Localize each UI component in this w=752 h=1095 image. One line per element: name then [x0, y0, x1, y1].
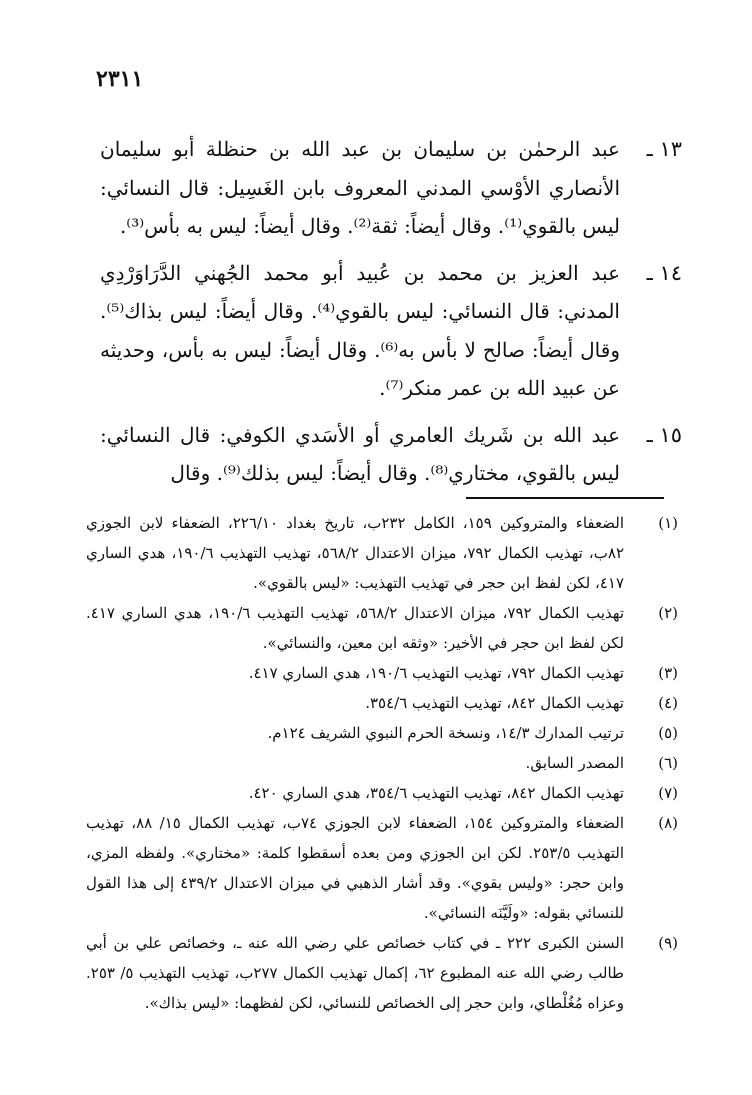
- footnote-4: [86, 688, 686, 718]
- entry-number: ١٤ ـ: [646, 260, 682, 285]
- footnote-text: تهذيب الكمال ٧٩٢، ميزان الاعتدال ٥٦٨/٢، تهذيب التهذيب ١٩٠/٦، هدي الساري ٤١٧. لكن لفظ ابن حجر في الأخير: «وثقه ابن معين، والنسائي».: [86, 604, 624, 652]
- footnote-number: (٢): [658, 604, 678, 622]
- entry-15: [100, 416, 682, 493]
- main-text: [100, 130, 682, 501]
- footnote-number: (٤): [658, 694, 678, 712]
- footnote-1: [86, 508, 686, 598]
- footnote-text: ترتيب المدارك ١٤/٣، ونسخة الحرم النبوي الشريف ١٢٤م.: [267, 724, 624, 742]
- footnotes: [86, 508, 686, 1018]
- footnote-text: تهذيب الكمال ٨٤٢، تهذيب التهذيب ٣٥٤/٦، هدي الساري ٤٢٠.: [248, 784, 624, 802]
- footnote-text: تهذيب الكمال ٧٩٢، تهذيب التهذيب ١٩٠/٦، هدي الساري ٤١٧.: [248, 664, 624, 682]
- footnote-text: الضعفاء والمتروكين ١٥٩، الكامل ٢٣٢ب، تاريخ بغداد ٢٢٦/١٠، الضعفاء لابن الجوزي ٨٢ب، تهذيب الكمال ٧٩٢، ميزان الاعتدال ٥٦٨/٢، تهذيب التهذيب ١٩٠/٦، هدي الساري ٤١٧، لكن لفظ ابن حجر في تهذيب التهذيب: «ليس بالقوي».: [86, 514, 625, 592]
- footnote-number: (٦): [658, 754, 678, 772]
- footnote-6: [86, 748, 686, 778]
- footnote-text: السنن الكبرى ٢٢٢ ـ في كتاب خصائص علي رضي الله عنه ـ، وخصائص علي بن أبي طالب رضي الله عنه المطبوع ٦٢، إكمال تهذيب الكمال ٢٧٧ب، تهذيب التهذيب ٥/ ٢٥٣. وعزاه مُغُلْطاي، وابن حجر إلى الخصائص للنسائي، لكن لفظهما: «ليس بذاك».: [86, 934, 624, 1012]
- footnote-number: (٨): [658, 814, 678, 832]
- page-number: ٢٣١١: [96, 66, 144, 92]
- footnote-text: تهذيب الكمال ٨٤٢، تهذيب التهذيب ٣٥٤/٦.: [365, 694, 624, 712]
- entry-text: عبد العزيز بن محمد بن عُبيد أبو محمد الجُهني الدَّرَاوَرْدِي المدني: قال النسائي: ليس بالقوي⁽⁴⁾. وقال أيضاً: ليس بذاك⁽⁵⁾. وقال أيضاً: صالح لا بأس به⁽⁶⁾. وقال أيضاً: ليس به بأس، وحديثه عن عبيد الله بن عمر منكر⁽⁷⁾.: [100, 260, 620, 400]
- entry-text: عبد الله بن شَريك العامري أو الأسَدي الكوفي: قال النسائي: ليس بالقوي، مختاري⁽⁸⁾. وقال أيضاً: ليس بذلك⁽⁹⁾. وقال: [100, 422, 620, 485]
- footnote-number: (٥): [658, 724, 678, 742]
- footnote-number: (٩): [658, 934, 678, 952]
- footnote-text: المصدر السابق.: [525, 754, 624, 772]
- entry-14: [100, 254, 682, 408]
- footnote-number: (١): [658, 514, 678, 532]
- entry-number: ١٥ ـ: [646, 422, 682, 447]
- footnote-3: [86, 658, 686, 688]
- footnote-separator: [466, 497, 664, 499]
- footnote-number: (٧): [658, 784, 678, 802]
- footnote-7: [86, 778, 686, 808]
- footnote-9: [86, 928, 686, 1018]
- footnote-2: [86, 598, 686, 658]
- footnote-5: [86, 718, 686, 748]
- footnote-number: (٣): [658, 664, 678, 682]
- entry-13: [100, 130, 682, 246]
- footnote-8: [86, 808, 686, 928]
- entry-number: ١٣ ـ: [646, 137, 682, 161]
- entry-text: عبد الرحمٰن بن سليمان بن عبد الله بن حنظلة أبو سليمان الأنصاري الأوْسي المدني المعروف بابن الغَسِيل: قال النسائي: ليس بالقوي⁽¹⁾. وقال أيضاً: ثقة⁽²⁾. وقال أيضاً: ليس به بأس⁽³⁾.: [100, 137, 620, 238]
- footnote-text: الضعفاء والمتروكين ١٥٤، الضعفاء لابن الجوزي ٧٤ب، تهذيب الكمال ١٥/ ٨٨، تهذيب التهذيب ٢٥٣/٥. لكن ابن الجوزي ومن بعده أسقطوا كلمة: «مختاري». ولفظه المزي، وابن حجر: «وليس بقوي». وقد أشار الذهبي في ميزان الاعتدال ٤٣٩/٢ إلى هذا القول للنسائي بقوله: «ولَيَّنَه النسائي».: [86, 814, 625, 922]
